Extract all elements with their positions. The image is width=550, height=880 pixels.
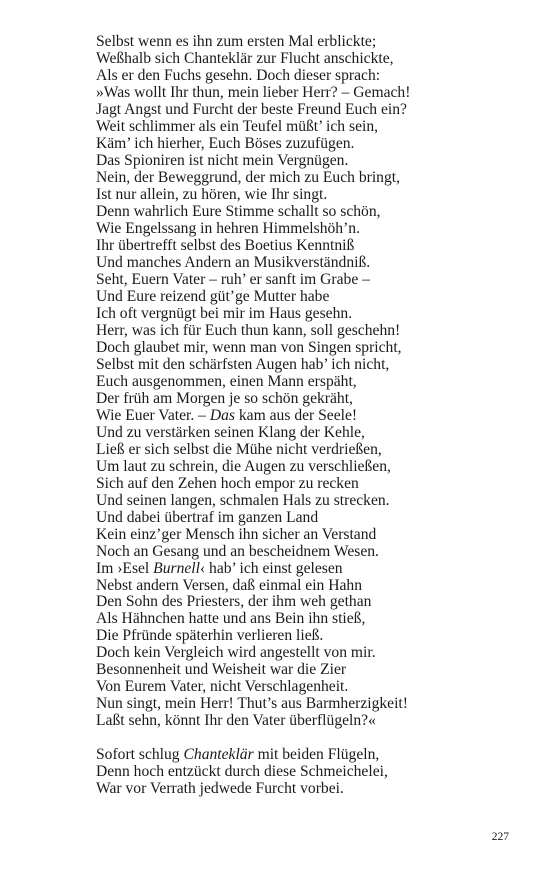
poem-line: Denn wahrlich Eure Stimme schallt so schön, [96,202,381,220]
poem-line: Nebst andern Versen, daß einmal ein Hahn [96,576,363,594]
italic-text: Chanteklär [183,746,254,764]
poem-line: Weit schlimmer als ein Teufel müßt’ ich sein, [96,117,379,135]
poem-line: Ich oft vergnügt bei mir im Haus gesehn. [96,304,353,322]
italic-text: Burnell [153,559,200,577]
poem-line: Seht, Euern Vater – ruh’ er sanft im Grabe – [96,270,370,288]
poem-line: Sich auf den Zehen hoch empor zu recken [96,474,359,492]
poem-line: Nun singt, mein Herr! Thut’s aus Barmherzigkeit! [96,695,408,713]
stanza [96,746,516,797]
poem-line: Und zu verstärken seinen Klang der Kehle, [96,423,365,441]
page-number: 227 [491,831,509,843]
poem-line: Das Spioniren ist nicht mein Vergnügen. [96,151,349,169]
italic-text: Das [209,406,235,424]
poem-line: Doch glaubet mir, wenn man von Singen spricht, [96,338,402,356]
poem-line: »Was wollt Ihr thun, mein lieber Herr? – Gemach! [96,83,411,101]
poem-line: Um laut zu schrein, die Augen zu verschließen, [96,457,391,475]
poem-line: Noch an Gesang und an bescheidnem Wesen. [96,542,379,560]
poem-line: Und manches Andern an Musikverständniß. [96,253,371,271]
poem-line: Von Eurem Vater, nicht Verschlagenheit. [96,678,349,696]
poem-line: Und Eure reizend güt’ge Mutter habe [96,287,330,305]
poem-line: Ihr übertrefft selbst des Boetius Kenntniß [96,236,355,254]
poem-line: Und seinen langen, schmalen Hals zu strecken. [96,491,390,509]
poem-line: Jagt Angst und Furcht der beste Freund Euch ein? [96,100,407,118]
poem-line: Nein, der Beweggrund, der mich zu Euch bringt, [96,168,400,186]
poem-line: Selbst wenn es ihn zum ersten Mal erblickte; [96,33,377,50]
poem-line: Die Pfründe späterhin verlieren ließ. [96,627,324,645]
poem-text [96,33,516,797]
poem-line: Käm’ ich hierher, Euch Böses zuzufügen. [96,134,355,152]
poem-line: Als Hähnchen hatte und ans Bein ihn stieß, [96,610,366,628]
poem-line: Laßt sehn, könnt Ihr den Vater überflügeln?« [96,712,376,730]
poem-line: Und dabei übertraf im ganzen Land [96,508,319,526]
poem-line: Wie Engelssang in hehren Himmelshöh’n. [96,219,360,237]
poem-line: Ist nur allein, zu hören, wie Ihr singt. [96,185,328,203]
poem-line: Denn hoch entzückt durch diese Schmeichelei, [96,763,388,781]
poem-line: Ließ er sich selbst die Mühe nicht verdrießen, [96,440,382,458]
poem-line: Herr, was ich für Euch thun kann, soll geschehn! [96,321,401,339]
poem-line: Euch ausgenommen, einen Mann erspäht, [96,372,357,390]
poem-line: Weßhalb sich Chanteklär zur Flucht anschickte, [96,49,394,67]
poem-line: Doch kein Vergleich wird angestellt von mir. [96,644,376,662]
poem-line: Den Sohn des Priesters, der ihm weh gethan [96,593,372,611]
poem-line: Im ›Esel Burnell‹ hab’ ich einst gelesen [96,559,343,577]
poem-line: Wie Euer Vater. – Das kam aus der Seele! [96,406,358,424]
poem-line: Sofort schlug Chanteklär mit beiden Flügeln, [96,746,380,764]
poem-line: Selbst mit den schärfsten Augen hab’ ich nicht, [96,355,390,373]
poem-line: Besonnenheit und Weisheit war die Zier [96,661,347,679]
poem-line: Der früh am Morgen je so schön gekräht, [96,389,353,407]
poem-line: War vor Verrath jedwede Furcht vorbei. [96,780,344,798]
poem-line: Kein einz’ger Mensch ihn sicher an Verstand [96,525,377,543]
stanza [96,33,516,729]
poem-line: Als er den Fuchs gesehn. Doch dieser sprach: [96,66,381,84]
